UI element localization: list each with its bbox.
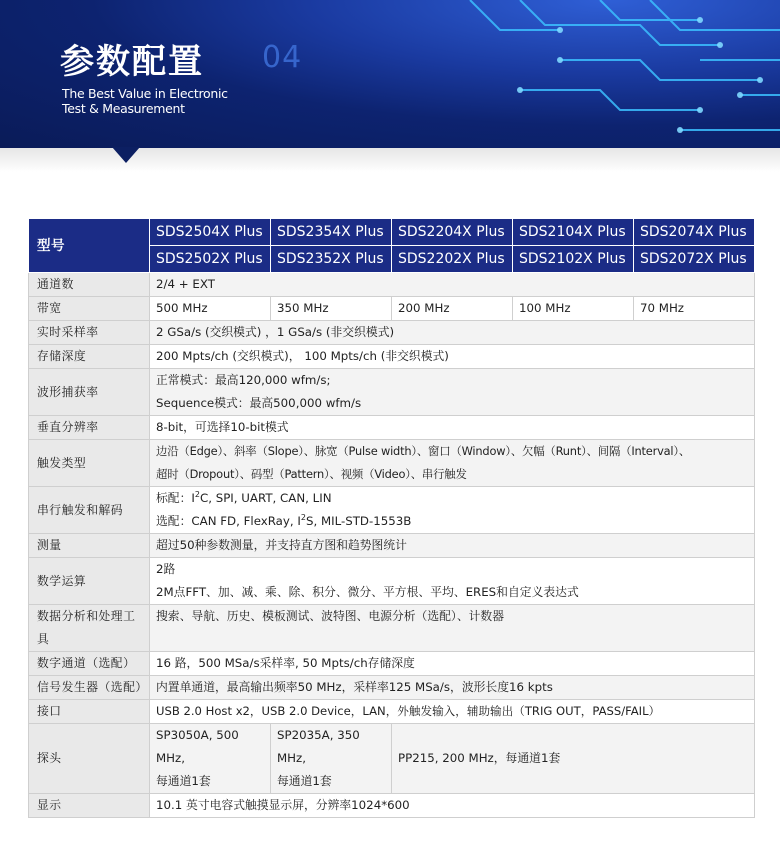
bandwidth-cell: 70 MHz bbox=[634, 297, 755, 321]
table-row-analysis bbox=[29, 605, 755, 652]
row-label-bandwidth: 带宽 bbox=[29, 297, 150, 321]
row-label-serial: 串行触发和解码 bbox=[29, 487, 150, 534]
measure-value: 超过50种参数测量，并支持直方图和趋势图统计 bbox=[150, 534, 755, 558]
model-cell: SDS2354X Plus bbox=[271, 219, 392, 246]
memory-value: 200 Mpts/ch (交织模式)， 100 Mpts/ch (非交织模式) bbox=[150, 345, 755, 369]
model-cell: SDS2102X Plus bbox=[513, 246, 634, 273]
serial-line-2-b: S, MIL-STD-1553B bbox=[305, 514, 412, 528]
table-row-serial bbox=[29, 487, 755, 534]
table-row-display bbox=[29, 794, 755, 818]
table-row-model-1 bbox=[29, 219, 755, 246]
row-label-math: 数学运算 bbox=[29, 558, 150, 605]
probe-cell-2 bbox=[271, 724, 392, 794]
bandwidth-cell: 500 MHz bbox=[150, 297, 271, 321]
table-row-probe bbox=[29, 724, 755, 794]
row-label-measure: 测量 bbox=[29, 534, 150, 558]
table-row-digital bbox=[29, 652, 755, 676]
table-row-vres bbox=[29, 416, 755, 440]
row-label-model: 型号 bbox=[29, 219, 150, 273]
vres-value: 8-bit，可选择10-bit模式 bbox=[150, 416, 755, 440]
generator-value: 内置单通道，最高输出频率50 MHz，采样率125 MSa/s，波形长度16 kpts bbox=[150, 676, 755, 700]
bandwidth-cell: 200 MHz bbox=[392, 297, 513, 321]
model-cell: SDS2352X Plus bbox=[271, 246, 392, 273]
analysis-value: 搜索、导航、历史、模板测试、波特图、电源分析（选配）、计数器 bbox=[150, 605, 755, 652]
section-number: 04 bbox=[262, 40, 303, 75]
probe-2-line-1: SP2035A, 350 MHz, bbox=[277, 728, 360, 765]
table-row-interface bbox=[29, 700, 755, 724]
model-cell: SDS2502X Plus bbox=[150, 246, 271, 273]
capture-value bbox=[150, 369, 755, 416]
serial-line-1 bbox=[156, 487, 748, 510]
capture-line-1: 正常模式：最高120,000 wfm/s; bbox=[156, 373, 331, 387]
subtitle-line-2: Test & Measurement bbox=[62, 101, 185, 116]
math-line-2: 2M点FFT、加、减、乘、除、积分、微分、平方根、平均、ERES和自定义表达式 bbox=[156, 585, 579, 599]
analysis-label-line-2: 具 bbox=[37, 632, 50, 646]
analysis-label-line-1: 数据分析和处理工 bbox=[37, 609, 136, 623]
probe-cell-3: PP215, 200 MHz，每通道1套 bbox=[392, 724, 755, 794]
model-cell: SDS2204X Plus bbox=[392, 219, 513, 246]
row-label-trigger: 触发类型 bbox=[29, 440, 150, 487]
trigger-line-1: 边沿（Edge）、斜率（Slope）、脉宽（Pulse width）、窗口（Window）、欠幅（Runt）、间隔（Interval）、 bbox=[156, 444, 691, 458]
model-cell: SDS2072X Plus bbox=[634, 246, 755, 273]
table-row-sample-rate bbox=[29, 321, 755, 345]
bandwidth-cell: 100 MHz bbox=[513, 297, 634, 321]
row-label-vres: 垂直分辨率 bbox=[29, 416, 150, 440]
table-row-capture bbox=[29, 369, 755, 416]
table-row-bandwidth bbox=[29, 297, 755, 321]
row-label-channels: 通道数 bbox=[29, 273, 150, 297]
serial-line-2-a: 选配：CAN FD, FlexRay, I bbox=[156, 514, 301, 528]
probe-2-line-2: 每通道1套 bbox=[277, 774, 332, 788]
table-row-trigger bbox=[29, 440, 755, 487]
bandwidth-cell: 350 MHz bbox=[271, 297, 392, 321]
interface-value: USB 2.0 Host x2，USB 2.0 Device，LAN，外触发输入，辅助输出（TRIG OUT，PASS/FAIL） bbox=[150, 700, 755, 724]
model-cell: SDS2202X Plus bbox=[392, 246, 513, 273]
sample-rate-value: 2 GSa/s (交织模式) ，1 GSa/s (非交织模式) bbox=[150, 321, 755, 345]
row-label-digital: 数字通道（选配） bbox=[29, 652, 150, 676]
row-label-memory: 存储深度 bbox=[29, 345, 150, 369]
row-label-interface: 接口 bbox=[29, 700, 150, 724]
model-cell: SDS2104X Plus bbox=[513, 219, 634, 246]
probe-cell-1 bbox=[150, 724, 271, 794]
trigger-line-2: 超时（Dropout）、码型（Pattern）、视频（Video）、串行触发 bbox=[156, 467, 467, 481]
serial-line-1-sup: 2 bbox=[194, 490, 200, 500]
row-label-sample-rate: 实时采样率 bbox=[29, 321, 150, 345]
row-label-probe: 探头 bbox=[29, 724, 150, 794]
page-title: 参数配置 bbox=[60, 42, 204, 82]
spec-table bbox=[28, 218, 755, 818]
trigger-value bbox=[150, 440, 755, 487]
capture-line-2: Sequence模式：最高500,000 wfm/s bbox=[156, 396, 362, 410]
table-row-channels bbox=[29, 273, 755, 297]
math-value bbox=[150, 558, 755, 605]
display-value: 10.1 英寸电容式触摸显示屏，分辨率1024*600 bbox=[150, 794, 755, 818]
header-banner bbox=[0, 0, 780, 148]
model-cell: SDS2504X Plus bbox=[150, 219, 271, 246]
row-label-capture: 波形捕获率 bbox=[29, 369, 150, 416]
serial-line-2-sup: 2 bbox=[300, 513, 306, 523]
serial-line-1-b: C, SPI, UART, CAN, LIN bbox=[199, 491, 332, 505]
digital-value: 16 路，500 MSa/s采样率, 50 Mpts/ch存储深度 bbox=[150, 652, 755, 676]
row-label-generator: 信号发生器（选配） bbox=[29, 676, 150, 700]
serial-line-1-a: 标配：I bbox=[156, 491, 195, 505]
row-label-analysis bbox=[29, 605, 150, 652]
table-row-memory bbox=[29, 345, 755, 369]
table-row-generator bbox=[29, 676, 755, 700]
model-cell: SDS2074X Plus bbox=[634, 219, 755, 246]
banner-notch bbox=[112, 147, 140, 163]
probe-1-line-1: SP3050A, 500 MHz, bbox=[156, 728, 239, 765]
table-row-math bbox=[29, 558, 755, 605]
serial-line-2 bbox=[156, 510, 748, 533]
row-label-display: 显示 bbox=[29, 794, 150, 818]
channels-value: 2/4 + EXT bbox=[150, 273, 755, 297]
subtitle-line-1: The Best Value in Electronic bbox=[62, 86, 228, 101]
table-row-measure bbox=[29, 534, 755, 558]
math-line-1: 2路 bbox=[156, 562, 176, 576]
probe-1-line-2: 每通道1套 bbox=[156, 774, 211, 788]
serial-value bbox=[150, 487, 755, 534]
